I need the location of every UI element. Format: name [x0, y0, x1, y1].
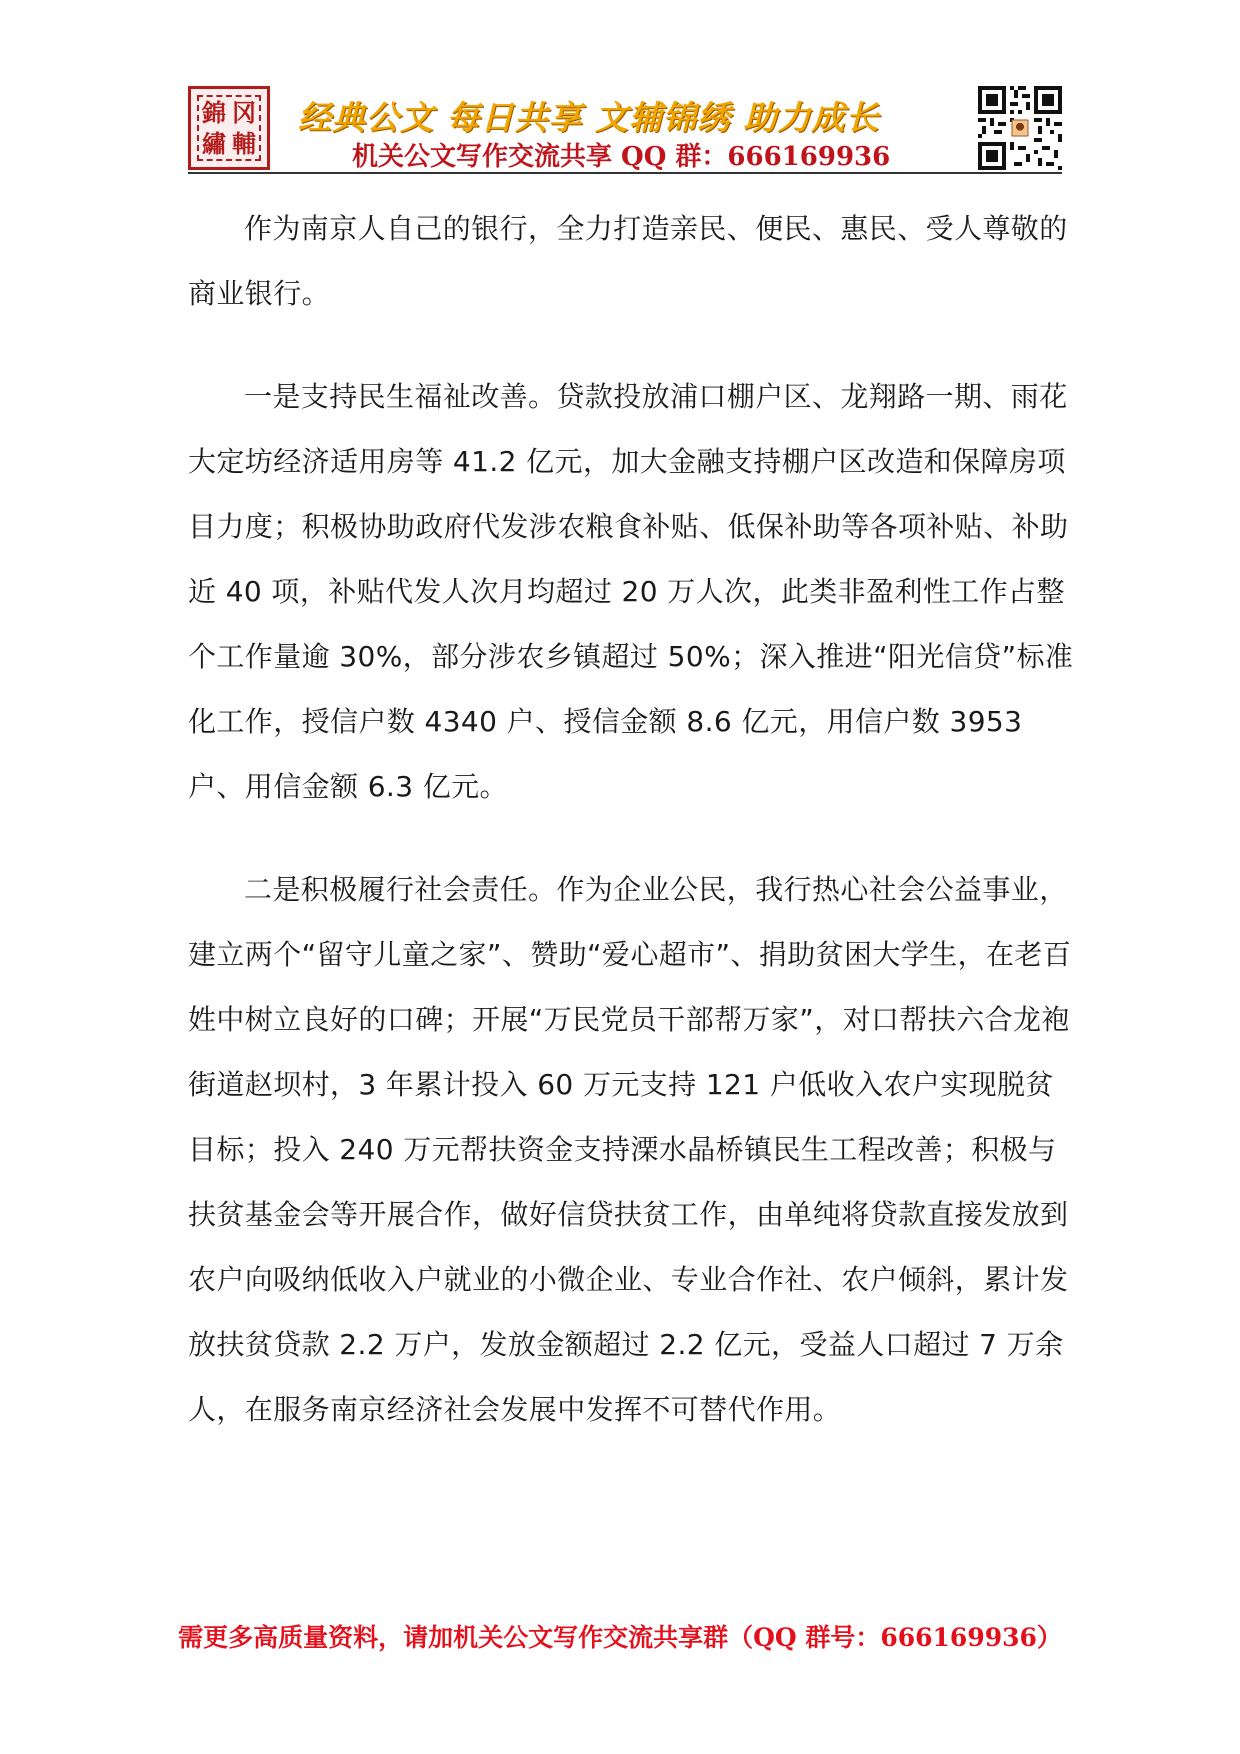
document-body: [188, 196, 1078, 1480]
header-divider: [188, 172, 1062, 174]
seal-char: 繡: [202, 128, 226, 158]
body-paragraph: 二是积极履行社会责任。作为企业公民，我行热心社会公益事业，建立两个“留守儿童之家”、赞助“爱心超市”、捐助贫困大学生，在老百姓中树立良好的口碑；开展“万民党员干部帮万家”，对口帮扶六合龙袍街道赵坝村，3 年累计投入 60 万元支持 121 户低收入农户实现脱贫目标；投入 240 万元帮扶资金支持溧水晶桥镇民生工程改善；积极与扶贫基金会等开展合作，做好信贷扶贫工作，由单纯将贷款直接发放到农户向吸纳低收入户就业的小微企业、专业合作社、农户倾斜，累计发放扶贫贷款 2.2 万户，发放金额超过 2.2 亿元，受益人口超过 7 万余人，在服务南京经济社会发展中发挥不可替代作用。: [188, 873, 1072, 1426]
seal-char: 冈: [232, 97, 256, 127]
seal-char: 錦: [202, 97, 226, 127]
seal-logo: [188, 86, 270, 170]
seal-char: 輔: [232, 128, 256, 158]
body-paragraph: 作为南京人自己的银行，全力打造亲民、便民、惠民、受人尊敬的商业银行。: [188, 212, 1068, 310]
footer-note: 需更多高质量资料，请加机关公文写作交流共享群（QQ 群号：666169936）: [178, 1623, 1062, 1652]
header-qq-line: 机关公文写作交流共享 QQ 群：666169936: [352, 142, 891, 172]
header-slogan: 经典公文 每日共享 文辅锦绣 助力成长: [298, 98, 880, 137]
qr-code-icon: [978, 86, 1062, 170]
page-header: [188, 86, 1062, 176]
body-paragraph: 一是支持民生福祉改善。贷款投放浦口棚户区、龙翔路一期、雨花大定坊经济适用房等 41.2 亿元，加大金融支持棚户区改造和保障房项目力度；积极协助政府代发涉农粮食补贴、低保补助等各项补贴、补助近 40 项，补贴代发人次月均超过 20 万人次，此类非盈利性工作占整个工作量逾 30%，部分涉农乡镇超过 50%；深入推进“阳光信贷”标准化工作，授信户数 4340 户、授信金额 8.6 亿元，用信户数 3953 户、用信金额 6.3 亿元。: [188, 380, 1074, 803]
